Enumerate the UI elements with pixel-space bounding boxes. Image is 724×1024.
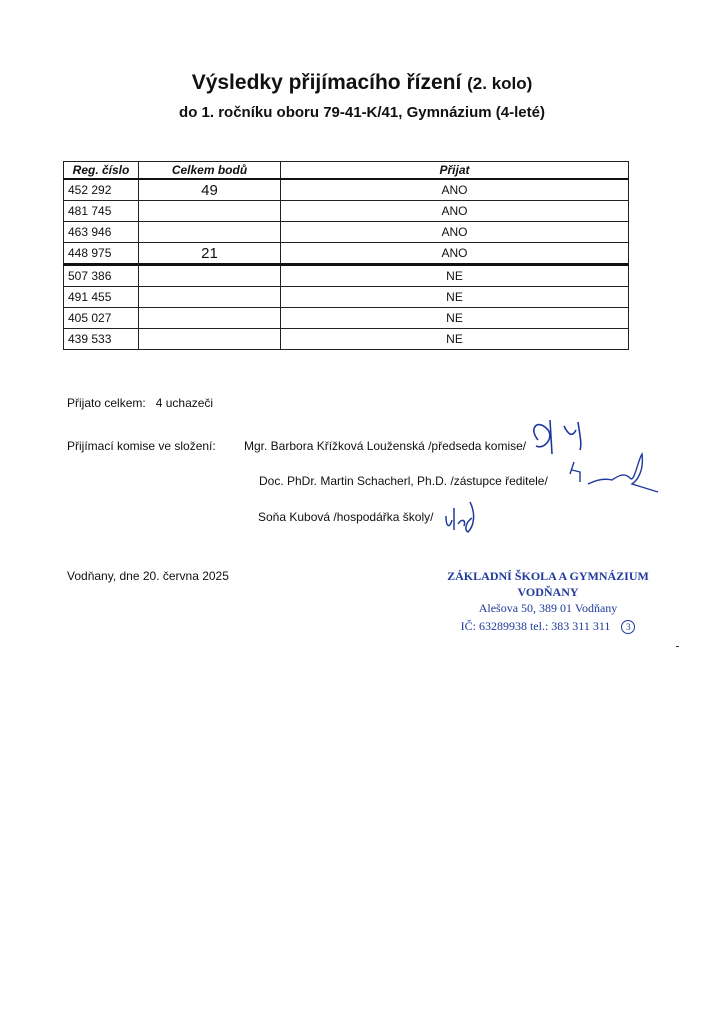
table-row: [64, 179, 629, 201]
table-row: [64, 287, 629, 308]
committee-member-chair: Mgr. Barbora Křížková Louženská /předseda komise/: [244, 439, 527, 453]
school-stamp: [438, 568, 658, 635]
document-subtitle: do 1. ročníku oboru 79-41-K/41, Gymnázium (4-leté): [179, 104, 545, 121]
cell-accepted: ANO: [281, 179, 629, 201]
cell-accepted: NE: [281, 265, 629, 287]
cell-reg: 463 946: [64, 222, 139, 243]
accepted-total-value: 4 uchazeči: [155, 396, 214, 410]
cell-points: 21: [139, 243, 281, 265]
cell-reg: 448 975: [64, 243, 139, 265]
margin-mark: [676, 646, 679, 647]
committee-member-bursar: Soňa Kubová /hospodářka školy/: [258, 510, 434, 524]
table-header-row: [64, 162, 629, 180]
table-row: [64, 222, 629, 243]
date-line: Vodňany, dne 20. června 2025: [67, 569, 229, 583]
table-row: [64, 329, 629, 350]
cell-reg: 452 292: [64, 179, 139, 201]
table-row: [64, 201, 629, 222]
cell-points: 49: [139, 179, 281, 201]
stamp-address: Alešova 50, 389 01 Vodňany: [478, 601, 618, 615]
stamp-ico: [438, 617, 658, 635]
accepted-total-label: Přijato celkem:: [67, 396, 146, 410]
table-row: [64, 308, 629, 329]
results-table: [63, 161, 629, 350]
cell-accepted: NE: [281, 287, 629, 308]
document-title: [0, 71, 724, 95]
signature-bursar: [440, 494, 490, 538]
cell-reg: 405 027: [64, 308, 139, 329]
cell-accepted: NE: [281, 329, 629, 350]
header-points: Celkem bodů: [139, 162, 281, 180]
cell-points: [139, 308, 281, 329]
stamp-name-line2: VODŇANY: [517, 585, 579, 599]
cell-accepted: ANO: [281, 243, 629, 265]
cell-points: [139, 201, 281, 222]
header-reg-number: Reg. číslo: [64, 162, 139, 180]
cell-accepted: NE: [281, 308, 629, 329]
committee-member-deputy: Doc. PhDr. Martin Schacherl, Ph.D. /zástupce ředitele/: [259, 474, 548, 488]
cell-points: [139, 329, 281, 350]
cell-points: [139, 222, 281, 243]
cell-reg: 439 533: [64, 329, 139, 350]
title-round: (2. kolo): [467, 74, 533, 93]
accepted-total: [67, 396, 213, 410]
cell-accepted: ANO: [281, 222, 629, 243]
committee-label: Přijímací komise ve složení:: [67, 439, 216, 453]
cell-points: [139, 287, 281, 308]
cell-reg: 481 745: [64, 201, 139, 222]
title-text: Výsledky přijímacího řízení: [191, 71, 462, 94]
stamp-name-line1: ZÁKLADNÍ ŠKOLA A GYMNÁZIUM: [447, 569, 649, 583]
cell-reg: 491 455: [64, 287, 139, 308]
cell-accepted: ANO: [281, 201, 629, 222]
signature-deputy: [562, 450, 662, 500]
table-row: [64, 265, 629, 287]
stamp-number: 3: [621, 620, 635, 634]
header-accepted: Přijat: [281, 162, 629, 180]
cell-reg: 507 386: [64, 265, 139, 287]
stamp-ico-text: IČ: 63289938 tel.: 383 311 311: [460, 619, 611, 633]
table-row: [64, 243, 629, 265]
cell-points: [139, 265, 281, 287]
